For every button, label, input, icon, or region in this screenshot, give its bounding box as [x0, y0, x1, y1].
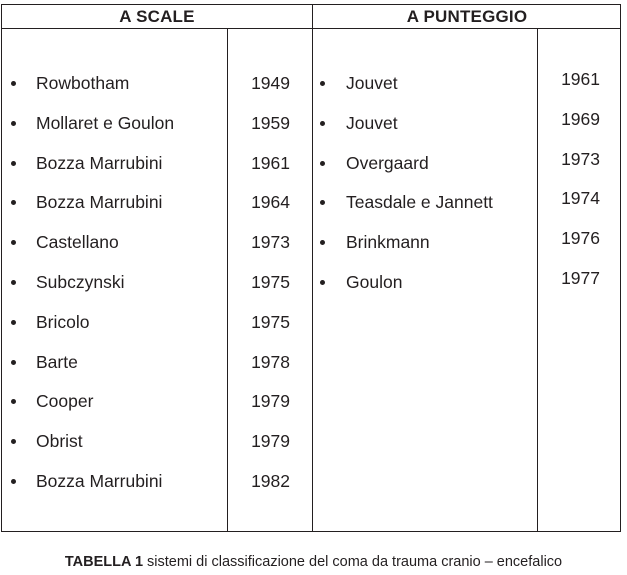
- author-name: Obrist: [36, 431, 83, 452]
- year-value: 1973: [251, 232, 290, 253]
- author-name: Jouvet: [346, 73, 398, 93]
- author-name: Teasdale e Jannett: [346, 192, 493, 213]
- table-caption: [0, 553, 627, 571]
- list-item: [2, 108, 620, 135]
- bullet-icon: [320, 161, 325, 166]
- year-value: 1979: [251, 391, 290, 412]
- year-value: 1974: [561, 188, 600, 209]
- classification-table: [1, 4, 621, 532]
- year-value: 1961: [251, 152, 290, 173]
- bullet-icon: [320, 121, 325, 126]
- list-item: [2, 148, 620, 175]
- bullet-icon: [11, 399, 16, 404]
- bullet-icon: [11, 479, 16, 484]
- author-name: Castellano: [36, 232, 119, 253]
- author-name: Jouvet: [346, 112, 398, 133]
- author-name: Goulon: [346, 272, 403, 292]
- list-item: [2, 71, 620, 95]
- bullet-icon: [320, 81, 325, 86]
- header-a-scale: A SCALE: [119, 7, 195, 26]
- year-value: 1975: [251, 272, 290, 292]
- author-name: Bricolo: [36, 311, 90, 332]
- bullet-icon: [320, 240, 325, 245]
- caption-label: TABELLA 1: [64, 554, 144, 570]
- year-value: 1969: [561, 108, 600, 129]
- author-name: Subczynski: [36, 272, 125, 292]
- author-name: Barte: [36, 351, 78, 372]
- list-item: [2, 190, 620, 214]
- bullet-icon: [320, 280, 325, 285]
- year-value: 1975: [251, 311, 290, 332]
- bullet-icon: [11, 360, 16, 365]
- author-name: Mollaret e Goulon: [36, 112, 175, 133]
- author-name: Rowbotham: [36, 73, 130, 93]
- author-name: Cooper: [36, 391, 94, 412]
- year-value: 1976: [561, 228, 600, 249]
- year-value: 1978: [251, 351, 290, 372]
- author-name: Bozza Marrubini: [36, 471, 163, 491]
- list-item: [2, 230, 620, 254]
- year-value: 1979: [251, 431, 290, 452]
- list-item: [2, 310, 620, 334]
- caption-text: sistemi di classificazione del coma da trauma cranio – encefalico: [143, 554, 563, 570]
- bullet-icon: [320, 200, 325, 205]
- table-header-row: [2, 5, 620, 29]
- list-item: [2, 270, 620, 294]
- year-value: 1973: [561, 148, 600, 169]
- author-name: Brinkmann: [346, 232, 430, 253]
- author-name: Bozza Marrubini: [36, 152, 163, 173]
- year-value: 1949: [251, 73, 290, 93]
- bullet-icon: [11, 320, 16, 325]
- year-value: 1961: [561, 69, 600, 89]
- year-value: 1964: [251, 192, 290, 213]
- list-item: [2, 429, 620, 453]
- header-a-punteggio: A PUNTEGGIO: [406, 7, 528, 26]
- year-value: 1959: [251, 112, 290, 133]
- author-name: Overgaard: [346, 152, 429, 173]
- year-value: 1977: [561, 268, 600, 288]
- author-name: Bozza Marrubini: [36, 192, 163, 213]
- list-item: [2, 389, 620, 413]
- list-item: [2, 469, 620, 493]
- year-value: 1982: [251, 471, 290, 491]
- bullet-icon: [11, 439, 16, 444]
- list-item: [2, 350, 620, 374]
